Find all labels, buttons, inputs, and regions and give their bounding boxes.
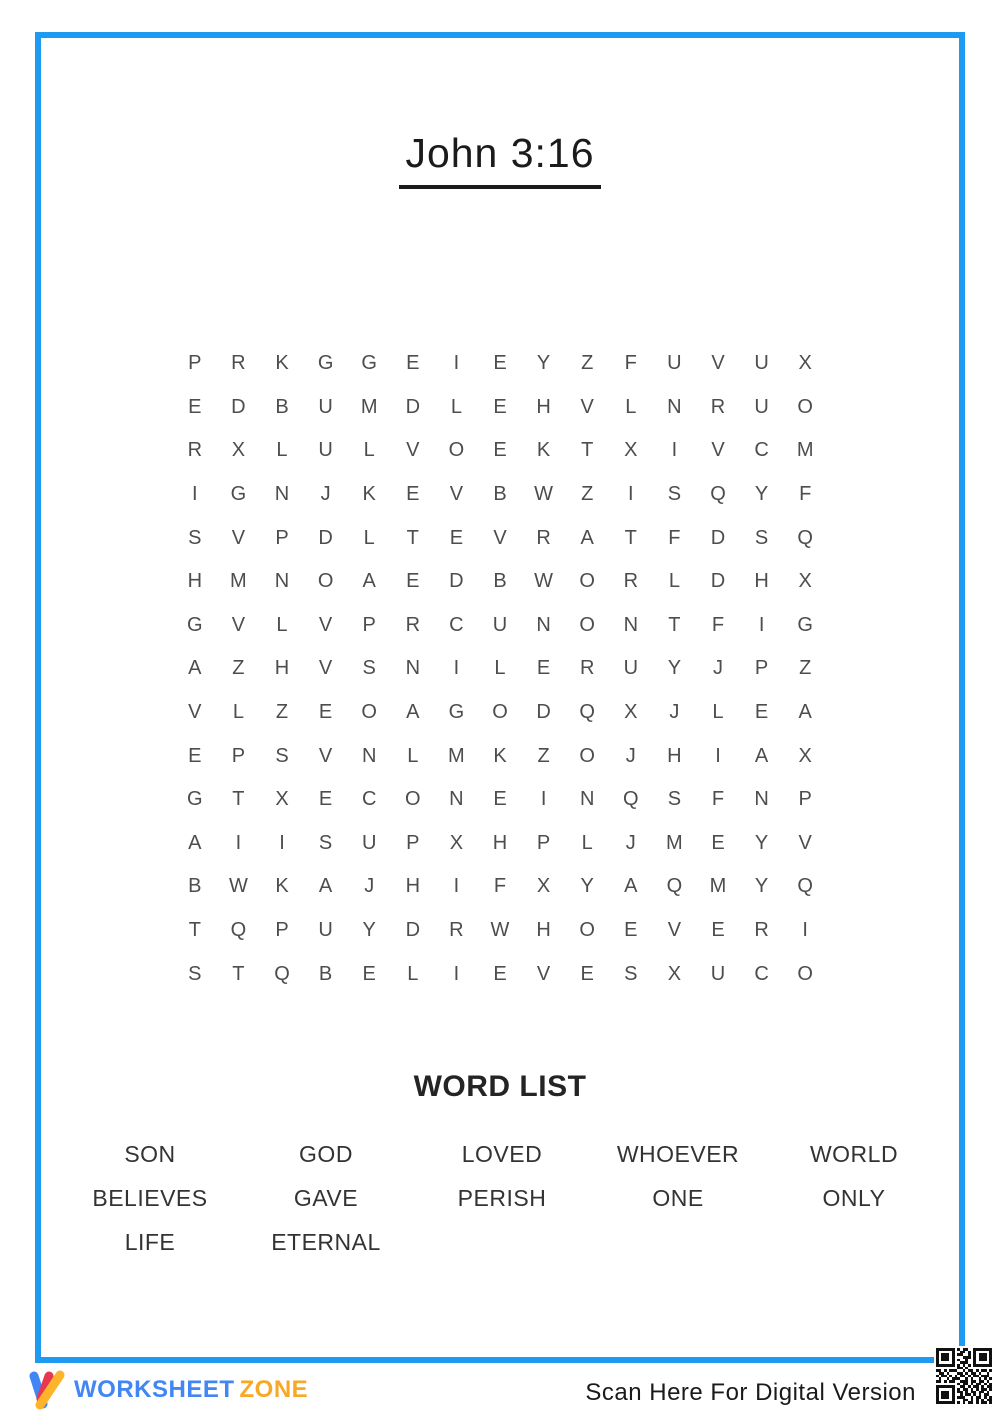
grid-letter: X: [536, 875, 551, 898]
grid-letter: L: [450, 395, 462, 418]
grid-letter: O: [492, 701, 508, 724]
grid-letter: H: [187, 570, 203, 593]
grid-letter: X: [624, 439, 638, 462]
grid-letter: L: [363, 439, 375, 462]
word-list-item: LIFE: [124, 1229, 176, 1255]
grid-letter: V: [231, 613, 246, 636]
grid-letter: U: [318, 395, 333, 418]
grid-letter: N: [405, 657, 421, 680]
page-title-wrap: [0, 130, 1000, 189]
w-logo-icon: [26, 1368, 68, 1412]
page-title: John 3:16: [399, 130, 600, 189]
grid-letter: Q: [623, 788, 639, 811]
grid-letter: F: [493, 875, 507, 898]
grid-letter: I: [235, 831, 242, 854]
grid-letter: S: [624, 962, 638, 985]
grid-letter: Z: [581, 483, 594, 506]
grid-letter: O: [361, 701, 377, 724]
grid-letter: D: [536, 701, 551, 724]
grid-letter: Q: [230, 919, 247, 942]
grid-letter: X: [624, 701, 638, 724]
word-list-item: GOD: [299, 1141, 353, 1167]
grid-letter: O: [448, 439, 465, 462]
grid-letter: V: [318, 613, 333, 636]
grid-letter: U: [318, 439, 333, 462]
grid-letter: A: [406, 701, 420, 724]
grid-letter: C: [361, 788, 377, 811]
grid-letter: E: [318, 701, 333, 724]
grid-letter: A: [362, 570, 376, 593]
grid-letter: R: [405, 613, 421, 636]
grid-letter: N: [579, 788, 595, 811]
grid-letter: L: [363, 526, 375, 549]
word-list-item: PERISH: [457, 1185, 547, 1211]
grid-letter: P: [275, 526, 289, 549]
brand-name: [74, 1376, 308, 1404]
grid-letter: E: [624, 919, 638, 942]
grid-letter: A: [318, 875, 333, 898]
grid-letter: Q: [797, 875, 813, 898]
grid-letter: N: [449, 788, 464, 811]
grid-letter: X: [798, 352, 812, 375]
grid-letter: V: [318, 657, 333, 680]
grid-letter: N: [667, 395, 682, 418]
grid-letter: P: [231, 744, 246, 767]
grid-letter: C: [449, 613, 464, 636]
grid-letter: X: [798, 570, 812, 593]
grid-letter: E: [711, 919, 725, 942]
grid-letter: B: [275, 395, 289, 418]
grid-letter: P: [406, 831, 420, 854]
grid-letter: O: [579, 613, 595, 636]
grid-letter: F: [711, 788, 725, 811]
grid-letter: H: [667, 744, 682, 767]
grid-letter: L: [625, 395, 637, 418]
grid-letter: V: [711, 352, 725, 375]
grid-letter: N: [623, 613, 639, 636]
grid-letter: O: [579, 570, 595, 593]
grid-letter: T: [232, 788, 245, 811]
grid-letter: Z: [232, 657, 245, 680]
grid-letter: R: [536, 526, 551, 549]
grid-letter: T: [188, 919, 201, 942]
grid-letter: E: [188, 744, 202, 767]
grid-letter: P: [536, 831, 551, 854]
grid-letter: I: [453, 657, 460, 680]
grid-letter: G: [230, 483, 247, 506]
grid-letter: T: [581, 439, 594, 462]
grid-letter: B: [493, 483, 507, 506]
grid-letter: X: [667, 962, 682, 985]
word-list-item: SON: [124, 1141, 176, 1167]
grid-letter: L: [276, 439, 288, 462]
grid-letter: M: [796, 439, 814, 462]
grid-letter: Y: [754, 875, 769, 898]
grid-letter: N: [754, 788, 769, 811]
grid-letter: U: [710, 962, 726, 985]
grid-letter: T: [232, 962, 245, 985]
grid-letter: I: [628, 483, 634, 506]
grid-letter: P: [188, 352, 202, 375]
grid-letter: W: [228, 875, 248, 898]
grid-letter: P: [275, 919, 289, 942]
grid-letter: C: [754, 962, 769, 985]
grid-letter: W: [534, 570, 554, 593]
grid-letter: X: [449, 831, 464, 854]
grid-letter: V: [318, 744, 333, 767]
grid-letter: J: [625, 744, 636, 767]
grid-letter: S: [188, 962, 202, 985]
grid-letter: O: [579, 744, 595, 767]
grid-letter: S: [667, 788, 682, 811]
grid-letter: E: [493, 395, 507, 418]
word-list-heading: WORD LIST: [413, 1070, 587, 1103]
grid-letter: D: [710, 570, 726, 593]
grid-letter: K: [275, 875, 289, 898]
grid-letter: T: [624, 526, 637, 549]
grid-letter: E: [449, 526, 464, 549]
grid-letter: Q: [274, 962, 290, 985]
grid-letter: O: [579, 919, 595, 942]
word-list-item: ETERNAL: [271, 1229, 381, 1255]
brand-name-primary: WORKSHEET: [74, 1376, 235, 1403]
grid-letter: N: [361, 744, 377, 767]
grid-letter: T: [668, 613, 681, 636]
grid-letter: G: [317, 352, 334, 375]
grid-letter: G: [187, 788, 203, 811]
grid-letter: I: [715, 744, 721, 767]
grid-letter: K: [493, 744, 507, 767]
word-list-item: ONLY: [822, 1185, 886, 1211]
grid-letter: I: [758, 613, 765, 636]
grid-letter: S: [754, 526, 769, 549]
grid-letter: R: [754, 919, 769, 942]
grid-letter: M: [360, 395, 378, 418]
grid-letter: S: [362, 657, 376, 680]
grid-letter: I: [671, 439, 678, 462]
grid-letter: Y: [536, 352, 551, 375]
grid-letter: D: [405, 919, 421, 942]
grid-letter: D: [449, 570, 464, 593]
grid-letter: Y: [580, 875, 594, 898]
grid-letter: G: [448, 701, 465, 724]
grid-letter: L: [232, 701, 244, 724]
grid-letter: V: [406, 439, 420, 462]
grid-letter: R: [449, 919, 464, 942]
grid-letter: X: [275, 788, 289, 811]
grid-letter: L: [407, 744, 419, 767]
grid-letter: F: [711, 613, 725, 636]
grid-letter: E: [754, 701, 769, 724]
grid-letter: F: [799, 483, 812, 506]
grid-letter: E: [406, 570, 420, 593]
grid-letter: E: [493, 788, 507, 811]
grid-letter: E: [493, 352, 507, 375]
grid-letter: D: [318, 526, 333, 549]
grid-letter: E: [362, 962, 376, 985]
grid-letter: E: [711, 831, 725, 854]
word-search-grid: [173, 342, 827, 996]
qr-code: [934, 1346, 994, 1406]
grid-letter: E: [493, 439, 507, 462]
grid-letter: J: [364, 875, 375, 898]
grid-letter: E: [536, 657, 551, 680]
grid-letter: M: [666, 831, 683, 854]
grid-letter: R: [623, 570, 639, 593]
grid-letter: K: [275, 352, 289, 375]
grid-letter: Q: [579, 701, 595, 724]
grid-letter: J: [712, 657, 723, 680]
grid-letter: R: [231, 352, 246, 375]
grid-letter: A: [624, 875, 638, 898]
grid-letter: G: [361, 352, 377, 375]
grid-letter: C: [754, 439, 769, 462]
grid-letter: E: [580, 962, 594, 985]
grid-letter: X: [231, 439, 246, 462]
grid-letter: J: [320, 483, 331, 506]
grid-letter: V: [536, 962, 551, 985]
grid-letter: K: [362, 483, 376, 506]
grid-letter: U: [754, 352, 769, 375]
grid-letter: Y: [754, 831, 769, 854]
grid-letter: V: [798, 831, 812, 854]
grid-letter: P: [754, 657, 769, 680]
word-list-item: ONE: [652, 1185, 704, 1211]
grid-letter: W: [490, 919, 510, 942]
grid-letter: E: [318, 788, 333, 811]
grid-letter: U: [623, 657, 639, 680]
grid-letter: V: [231, 526, 246, 549]
grid-letter: L: [407, 962, 419, 985]
grid-letter: U: [492, 613, 508, 636]
grid-letter: J: [625, 831, 636, 854]
grid-letter: A: [754, 744, 769, 767]
grid-letter: P: [362, 613, 376, 636]
grid-letter: S: [275, 744, 289, 767]
grid-letter: L: [276, 613, 288, 636]
grid-letter: Z: [275, 701, 289, 724]
grid-letter: N: [536, 613, 551, 636]
grid-letter: V: [667, 919, 682, 942]
grid-letter: R: [579, 657, 595, 680]
grid-letter: S: [188, 526, 202, 549]
grid-letter: I: [279, 831, 285, 854]
grid-letter: I: [453, 875, 460, 898]
grid-letter: N: [274, 570, 290, 593]
grid-letter: D: [231, 395, 246, 418]
grid-letter: V: [449, 483, 464, 506]
word-list-item: BELIEVES: [92, 1185, 208, 1211]
grid-letter: Z: [581, 352, 594, 375]
grid-letter: J: [669, 701, 680, 724]
grid-letter: A: [798, 701, 812, 724]
grid-letter: H: [536, 395, 551, 418]
grid-letter: M: [448, 744, 465, 767]
grid-letter: T: [406, 526, 419, 549]
grid-letter: I: [802, 919, 808, 942]
grid-letter: R: [710, 395, 726, 418]
grid-letter: B: [318, 962, 333, 985]
grid-letter: D: [405, 395, 421, 418]
grid-letter: N: [274, 483, 290, 506]
grid-letter: A: [580, 526, 594, 549]
grid-letter: Z: [799, 657, 812, 680]
grid-letter: O: [797, 962, 813, 985]
grid-letter: H: [405, 875, 421, 898]
grid-letter: H: [754, 570, 769, 593]
brand-logo: [26, 1368, 308, 1412]
grid-letter: P: [798, 788, 812, 811]
grid-letter: O: [405, 788, 421, 811]
grid-letter: W: [534, 483, 554, 506]
grid-letter: I: [453, 962, 460, 985]
word-list-item: GAVE: [293, 1185, 359, 1211]
grid-letter: U: [318, 919, 333, 942]
grid-letter: Q: [797, 526, 813, 549]
grid-letter: B: [188, 875, 202, 898]
grid-letter: I: [540, 788, 547, 811]
grid-letter: M: [709, 875, 727, 898]
grid-letter: L: [581, 831, 593, 854]
grid-letter: Y: [754, 483, 769, 506]
grid-letter: S: [318, 831, 333, 854]
grid-letter: B: [493, 570, 507, 593]
grid-letter: E: [493, 962, 507, 985]
grid-letter: V: [188, 701, 202, 724]
grid-letter: I: [453, 352, 460, 375]
scan-here-label: Scan Here For Digital Version: [585, 1379, 916, 1406]
word-list-item: WORLD: [809, 1141, 899, 1167]
grid-letter: E: [406, 352, 420, 375]
grid-letter: U: [667, 352, 682, 375]
grid-letter: V: [493, 526, 507, 549]
grid-letter: H: [274, 657, 290, 680]
footer: [0, 1363, 1000, 1414]
grid-letter: F: [668, 526, 681, 549]
grid-letter: L: [668, 570, 680, 593]
grid-letter: E: [188, 395, 202, 418]
grid-letter: L: [494, 657, 506, 680]
grid-letter: S: [667, 483, 682, 506]
qr-module: [989, 1401, 992, 1404]
grid-letter: Z: [537, 744, 550, 767]
grid-letter: V: [711, 439, 725, 462]
grid-letter: M: [230, 570, 247, 593]
grid-letter: Y: [362, 919, 376, 942]
word-list-item: WHOEVER: [616, 1141, 740, 1167]
grid-letter: A: [188, 657, 202, 680]
grid-letter: L: [712, 701, 724, 724]
word-list-item: LOVED: [461, 1141, 543, 1167]
grid-letter: O: [317, 570, 334, 593]
grid-letter: G: [187, 613, 203, 636]
brand-name-secondary: ZONE: [239, 1376, 309, 1403]
grid-letter: U: [754, 395, 769, 418]
grid-letter: V: [580, 395, 594, 418]
grid-letter: D: [710, 526, 726, 549]
grid-letter: F: [624, 352, 637, 375]
grid-letter: Y: [667, 657, 682, 680]
grid-letter: H: [536, 919, 551, 942]
grid-letter: G: [797, 613, 813, 636]
grid-letter: O: [797, 395, 813, 418]
grid-letter: R: [187, 439, 203, 462]
grid-letter: X: [798, 744, 812, 767]
grid-letter: E: [406, 483, 420, 506]
grid-letter: K: [536, 439, 551, 462]
grid-letter: Q: [666, 875, 683, 898]
grid-letter: I: [192, 483, 198, 506]
word-list: [62, 1132, 942, 1264]
grid-letter: U: [361, 831, 377, 854]
grid-letter: A: [188, 831, 202, 854]
grid-letter: H: [492, 831, 508, 854]
grid-letter: Q: [710, 483, 726, 506]
